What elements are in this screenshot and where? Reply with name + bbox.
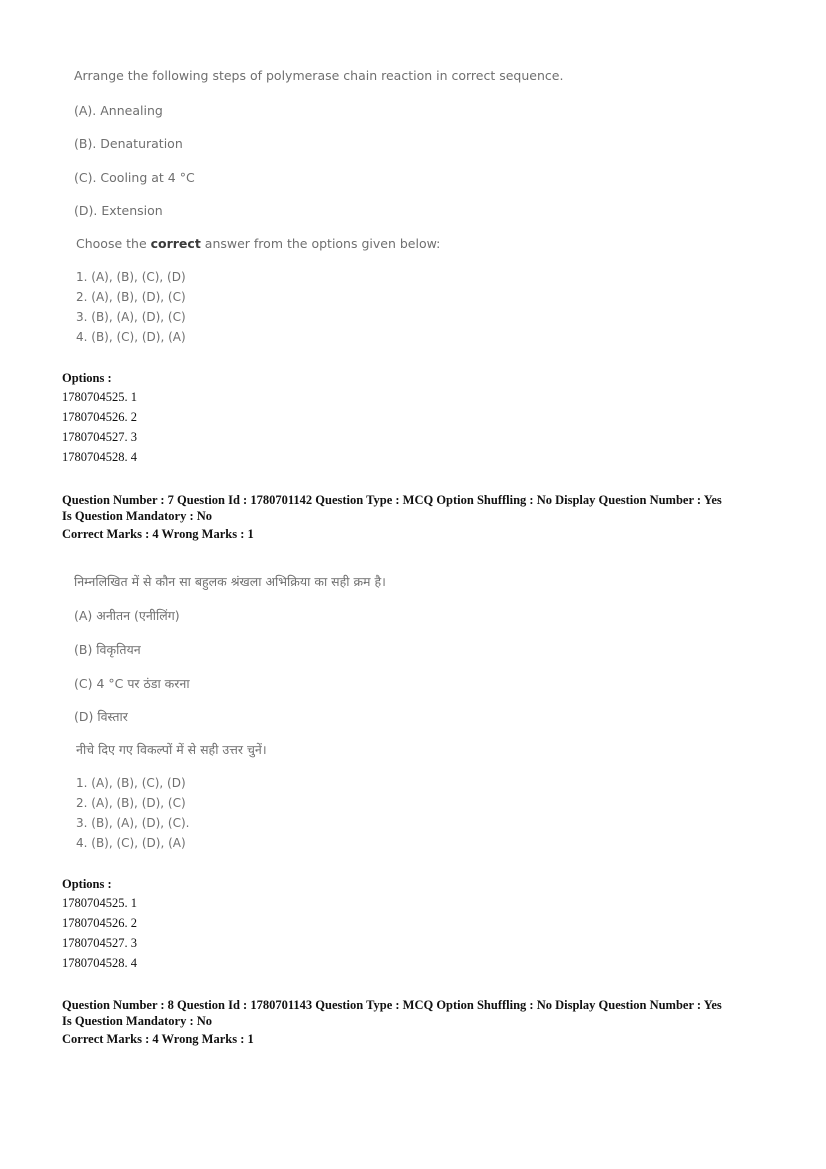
choose-bold-word: correct: [150, 236, 201, 251]
answer-option-2: 2. (A), (B), (D), (C): [76, 290, 186, 304]
sequence-item-c: (C). Cooling at 4 °C: [74, 170, 195, 185]
sequence-item-d: (D) विस्तार: [74, 709, 128, 724]
question-stem: निम्नलिखित में से कौन सा बहुलक श्रंखला अभिक्रिया का सही क्रम है।: [74, 574, 386, 589]
options-heading: Options :: [62, 877, 112, 891]
answer-option-1: 1. (A), (B), (C), (D): [76, 776, 186, 790]
answer-option-3: 3. (B), (A), (D), (C).: [76, 816, 190, 830]
answer-option-4: 4. (B), (C), (D), (A): [76, 330, 186, 344]
option-id-4: 1780704528. 4: [62, 450, 137, 464]
option-id-2: 1780704526. 2: [62, 410, 137, 424]
question-8-meta-line-1: Question Number : 8 Question Id : 1780701143 Question Type : MCQ Option Shuffling : No Display Question Number : Yes: [62, 998, 722, 1012]
sequence-item-b: (B) विकृतियन: [74, 642, 141, 657]
option-id-3: 1780704527. 3: [62, 430, 137, 444]
answer-option-3: 3. (B), (A), (D), (C): [76, 310, 186, 324]
question-stem: Arrange the following steps of polymerase chain reaction in correct sequence.: [74, 68, 564, 83]
sequence-item-a: (A) अनीतन (एनीलिंग): [74, 608, 180, 623]
question-7-meta-line-3: Correct Marks : 4 Wrong Marks : 1: [62, 527, 254, 541]
option-id-4: 1780704528. 4: [62, 956, 137, 970]
sequence-item-a: (A). Annealing: [74, 103, 163, 118]
choose-prefix: Choose the: [76, 236, 151, 251]
answer-option-1: 1. (A), (B), (C), (D): [76, 270, 186, 284]
sequence-item-b: (B). Denaturation: [74, 136, 183, 151]
sequence-item-d: (D). Extension: [74, 203, 163, 218]
option-id-1: 1780704525. 1: [62, 390, 137, 404]
answer-option-2: 2. (A), (B), (D), (C): [76, 796, 186, 810]
choose-instruction: नीचे दिए गए विकल्पों में से सही उत्तर चुनें।: [76, 742, 267, 757]
question-7-meta-line-2: Is Question Mandatory : No: [62, 509, 213, 523]
answer-option-4: 4. (B), (C), (D), (A): [76, 836, 186, 850]
choose-suffix: answer from the options given below:: [200, 236, 441, 251]
option-id-2: 1780704526. 2: [62, 916, 137, 930]
option-id-3: 1780704527. 3: [62, 936, 137, 950]
question-8-meta-line-3: Correct Marks : 4 Wrong Marks : 1: [62, 1032, 254, 1046]
option-id-1: 1780704525. 1: [62, 896, 137, 910]
sequence-item-c: (C) 4 °C पर ठंडा करना: [74, 676, 190, 691]
options-heading: Options :: [62, 371, 112, 385]
question-8-meta-line-2: Is Question Mandatory : No: [62, 1014, 213, 1028]
choose-instruction: [76, 236, 440, 251]
question-7-meta-line-1: Question Number : 7 Question Id : 1780701142 Question Type : MCQ Option Shuffling : No Display Question Number : Yes: [62, 493, 722, 507]
